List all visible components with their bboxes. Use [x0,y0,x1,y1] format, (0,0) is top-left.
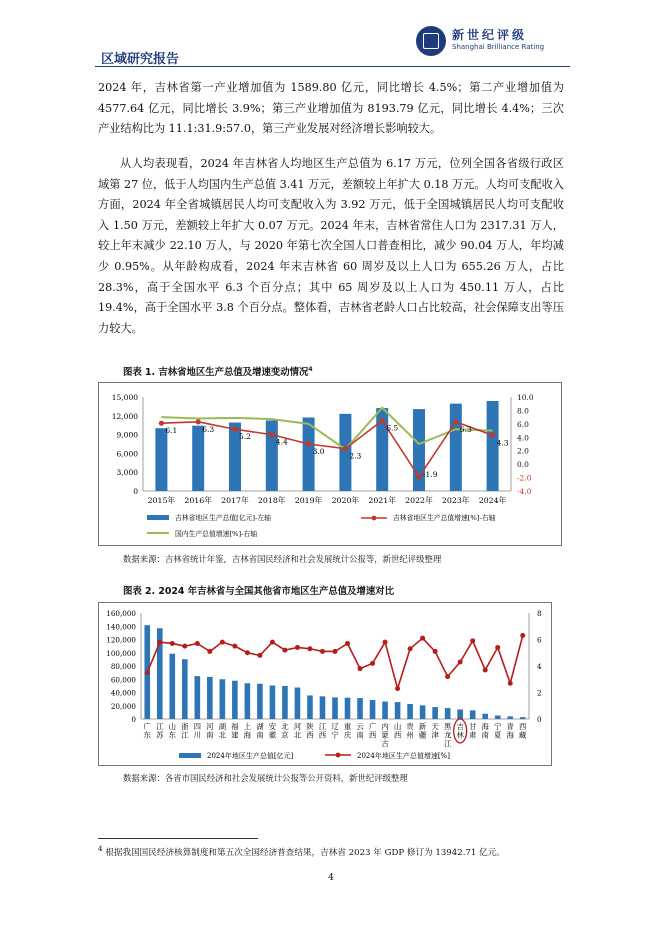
footnote [98,844,505,858]
chart1-title [123,364,313,378]
chart2-yleft-tick: 40,000 [110,688,136,698]
chart2-line-point [220,640,225,645]
chart1-bar [266,420,278,491]
chart1-bar [155,428,167,491]
chart2-x-tick-char: 辽 [331,722,339,731]
chart1-x-tick: 2018年 [257,496,286,505]
chart2-bar [345,698,351,719]
chart2-x-tick-char: 广 [143,722,151,731]
chart2-x-tick-char: 江 [443,739,452,749]
chart2-yright-tick: 8 [537,609,542,618]
chart2-bar [220,679,226,719]
chart1-line-point [196,419,201,424]
chart2-x-tick-char: 南 [256,730,264,740]
chart1-legend-swatch-bar [147,515,169,520]
chart1-yleft-tick: 15,000 [111,393,138,402]
chart2-line-point [320,649,325,654]
chart1-data-label: 6.3 [459,424,472,434]
chart2-bar [482,714,488,719]
chart2-line-point [470,638,475,643]
chart2-bar [257,684,263,719]
chart2-x-tick-char: 安 [268,722,277,731]
chart2-x-tick-char: 肃 [468,730,477,740]
chart2-x-tick-char: 福 [231,722,239,731]
chart2-bar [245,683,251,719]
chart2-yleft-tick: 80,000 [110,662,136,671]
chart2-yright-tick: 6 [537,635,542,645]
chart2-line-point [182,644,187,649]
section-title: 区域研究报告 [101,52,180,67]
paragraph-industry [98,78,564,140]
chart2-legend-bar: 2024年地区生产总值[亿元] [207,752,294,760]
chart2-bar [332,697,338,719]
chart2-box [98,602,552,766]
footnote-number: 4 [98,844,103,853]
chart2-bar [470,710,476,719]
chart1-x-tick: 2024年 [478,496,507,505]
chart2-line-point [170,641,175,646]
chart1-x-tick: 2021年 [368,496,397,505]
chart2-line-point [345,641,350,646]
chart2-legend-line: 2024年地区生产总值增速[%] [357,752,450,760]
chart2-line-point [420,636,425,641]
chart1-x-tick: 2020年 [331,496,360,505]
chart2-line-point [257,653,262,658]
chart1-data-label: 4.4 [275,437,288,447]
chart2-bar [370,700,376,719]
chart2-x-tick-char: 北 [293,730,302,740]
chart2-x-tick-char: 西 [393,730,402,740]
chart2-bar [520,717,526,719]
chart1-data-label: -1.9 [423,469,438,479]
chart2-line-point [383,640,388,645]
paragraph-text-1: 2024 年，吉林省第一产业增加值为 1589.80 亿元，同比增长 4.5%；第二产业增加值为 4577.64 亿元，同比增长 3.9%；第三产业增加值为 8193.79 亿元，同比增长 4.4%；三次产业结构比为 11.1:31.9:57.0，第三产业发展对经济增长影响较大。 [98,81,564,136]
chart2-line-point [245,650,250,655]
chart2-x-tick-char: 广 [368,722,377,731]
chart1-yright-tick: 8.0 [517,406,529,416]
chart2-line-point [145,670,150,675]
chart1-legend-marker-jilin [372,516,377,521]
paragraph-text-2: 从人均表现看，2024 年吉林省人均地区生产总值为 6.17 万元，位列全国各省级行政区域第 27 位，低于人均国内生产总值 3.41 万元，差额较上年扩大 0.18 万元。人均可支配收入方面，2024 年全省城镇居民人均可支配收入为 3.92 万元，低于全国城镇居民人均可支配收入 1.50 万元，差额较上年扩大 0.07 万元。2024 年末，吉林省常住人口为 2317.31 万人，较上年末减少 22.10 万人，与 2020 年第七次全国人口普查相比，减少 90.04 万人，年均减少 0.95%。从年龄构成看，2024 年末吉林省 60 周岁及以上人口为 655.26 万人，占比 28.3%，高于全国水平 6.3 个百分点；其中 65 周岁及以上人口为 450.11 万人，占比 19.4%，高于全国水平 3.8 个百分点。整体看，吉林省老龄人口占比较高，社会保障支出等压力较大。 [98,157,564,335]
chart2-x-tick-char: 新 [418,722,427,731]
chart2-yleft-tick: 100,000 [106,648,136,658]
chart1-yright-tick: 2.0 [517,446,529,456]
chart2-line-point [157,640,162,645]
chart2-bar [407,704,413,719]
chart2-bar [307,695,313,719]
chart1-x-tick: 2015年 [147,496,176,505]
chart2-line-point [307,646,312,651]
chart1-source: 数据来源：吉林省统计年鉴，吉林省国民经济和社会发展统计公报等，新世纪评级整理 [123,554,442,564]
chart2-bar [507,716,513,719]
chart1-data-label: 6.5 [386,423,399,433]
chart1-yleft-tick: 12,000 [111,411,138,421]
chart2-x-tick-char: 西 [368,730,377,740]
chart2-x-tick-char: 浙 [181,722,189,731]
chart2-yright-tick: 0 [537,715,542,724]
chart1-data-label: 6.3 [202,424,215,434]
chart2-x-tick-char: 西 [306,730,314,740]
chart2-bar [495,715,501,719]
chart2-x-tick-char: 海 [243,730,252,740]
chart2-x-tick-char: 青 [506,722,514,731]
chart1-footnote-ref: 4 [308,365,313,373]
chart2-bar [270,685,276,719]
chart1-x-tick: 2019年 [294,496,323,505]
chart2-line-point [508,681,513,686]
chart2-yright-tick: 4 [537,662,542,671]
chart2-title: 图表 2. 2024 年吉林省与全国其他省市地区生产总值及增速对比 [123,586,394,597]
chart2-x-tick-char: 南 [206,730,214,740]
chart2-bar [395,702,401,719]
chart2-bar [295,688,301,719]
chart1-data-label: 3.0 [312,447,325,456]
chart1-legend-national: 国内生产总值增速[%]-右轴 [175,530,258,538]
chart2-bar [320,696,326,719]
chart2-x-tick-char: 贵 [406,722,414,731]
chart2-bar [232,681,238,719]
chart1-data-label: 6.1 [165,426,178,436]
chart2-x-tick-char: 甘 [468,722,477,731]
chart2-x-tick-char: 上 [243,722,252,731]
chart1-line-point [306,441,311,446]
chart2-line-point [445,674,450,679]
chart2-line-point [370,661,375,666]
chart2-x-tick-char: 川 [193,730,202,740]
chart2-x-tick-char: 重 [343,722,352,731]
chart2-yright-tick: 2 [537,688,542,698]
chart2-x-tick-char: 东 [168,730,176,740]
chart1-box [98,382,562,546]
chart2-x-tick-char: 东 [143,730,151,740]
chart1-line-point [343,446,348,451]
chart2-x-tick-char: 苏 [156,730,164,740]
chart2-yleft-tick: 60,000 [110,675,136,685]
chart1-data-label: 5.2 [239,432,251,442]
chart1-line-point [453,419,458,424]
footnote-text: 根据我国国民经济核算制度和第五次全国经济普查结果，吉林省 2023 年 GDP 修订为 13942.71 亿元。 [105,847,505,858]
chart2-bar [420,705,426,719]
chart2-x-tick-char: 津 [431,730,439,740]
footnote-divider [98,838,258,839]
chart2-yleft-tick: 20,000 [110,701,136,711]
chart2-x-tick-char: 夏 [494,730,502,740]
chart2-line-point [282,648,287,653]
logo-emblem-icon [416,26,446,56]
chart2-x-tick-char: 陕 [306,722,314,731]
chart1-yright-tick: 10.0 [517,393,534,402]
chart2-bar [195,676,201,719]
chart1-line-point [416,474,421,479]
chart2-x-tick-char: 四 [193,722,202,731]
chart2-x-tick-char: 建 [231,730,239,740]
chart2-line-point [520,633,525,638]
chart2-x-tick-char: 庆 [343,730,352,740]
chart2-x-tick-char: 江 [181,730,189,740]
chart2-x-tick-char: 宁 [494,722,502,731]
chart2-line-point [458,660,463,665]
chart2-bar [357,698,363,719]
chart2-x-tick-char: 云 [356,722,364,731]
chart1-yleft-tick: 9,000 [116,430,138,440]
logo-en-text: Shanghai Brilliance Rating [452,43,545,51]
page-number: 4 [328,873,334,883]
chart2-svg [99,603,551,765]
chart2-line-point [495,645,500,650]
chart2-yleft-tick: 0 [131,715,136,724]
chart2-x-tick-char: 北 [281,722,289,731]
chart2-x-tick-char: 京 [281,730,289,740]
chart2-x-tick-char: 河 [293,722,302,731]
chart2-line-point [232,644,237,649]
chart2-x-tick-char: 江 [156,722,164,731]
chart2-yleft-tick: 120,000 [106,635,136,645]
chart2-x-tick-char: 海 [506,730,514,740]
chart1-x-tick: 2022年 [405,496,433,505]
chart1-yright-tick: 4.0 [517,433,529,443]
chart2-x-tick-char: 藏 [519,730,527,740]
chart2-x-tick-char: 蒙 [381,730,389,740]
chart1-title-text: 图表 1. 吉林省地区生产总值及增速变动情况 [123,367,309,378]
chart2-x-tick-char: 徽 [268,730,277,740]
chart2-x-tick-char: 宁 [331,730,339,740]
chart1-yright-tick: -4.0 [517,487,532,496]
chart2-line-point [433,649,438,654]
chart2-source: 数据来源：各省市国民经济和社会发展统计公报等公开资料，新世纪评级整理 [123,773,408,783]
chart2-legend-marker-line [336,753,341,758]
chart1-yright-tick: -2.0 [517,473,532,483]
chart2-x-tick-char: 江 [318,722,327,731]
chart2-bar [169,654,175,719]
chart1-yleft-tick: 0 [133,487,138,496]
paragraph-per-capita [98,154,564,339]
chart2-x-tick-char: 湖 [256,722,264,731]
chart1-yright-tick: 6.0 [517,419,529,429]
chart1-legend-bar: 吉林省地区生产总值[亿元]-左轴 [175,514,271,522]
chart1-bar [192,426,204,491]
chart2-x-tick-char: 疆 [418,730,427,740]
chart2-growth-line [147,636,522,689]
chart2-yleft-tick: 160,000 [106,609,136,618]
chart2-x-tick-char: 吉 [456,722,464,731]
chart1-x-tick: 2023年 [441,496,470,505]
chart2-bar [282,686,288,719]
chart2-line-point [333,649,338,654]
chart2-x-tick-char: 林 [456,730,464,740]
chart1-line-point [269,432,274,437]
chart2-line-point [408,646,413,651]
chart2-x-tick-char: 黑 [443,722,452,731]
chart1-line-point [380,418,385,423]
chart2-line-point [395,686,400,691]
chart2-bar [432,707,438,719]
chart2-legend-swatch-bar [179,753,201,758]
chart2-x-tick-char: 西 [519,722,527,731]
chart2-x-tick-char: 湖 [218,722,227,731]
chart2-x-tick-char: 西 [318,730,327,740]
chart1-yleft-tick: 6,000 [116,449,138,459]
chart2-x-tick-char: 龙 [443,730,452,740]
chart2-x-tick-char: 州 [406,730,414,740]
chart1-yright-tick: 0.0 [517,460,529,470]
chart1-data-label: 2.3 [349,451,362,461]
chart2-x-tick-char: 山 [393,722,402,731]
chart2-line-point [195,641,200,646]
chart1-yleft-tick: 3,000 [116,468,138,478]
chart2-line-point [483,667,488,672]
chart2-x-tick-char: 天 [431,722,439,731]
chart2-x-tick-char: 海 [481,722,489,731]
page-header [95,22,570,67]
chart2-x-tick-char: 内 [381,722,389,731]
chart2-x-tick-char: 南 [356,730,364,740]
chart2-bar [207,677,213,719]
chart2-line-point [295,645,300,650]
chart2-line-point [207,649,212,654]
chart1-line-point [232,427,237,432]
logo-cn-text: 新世纪评级 [452,28,528,42]
chart1-legend-jilin: 吉林省地区生产总值增速[%]-右轴 [393,514,496,522]
chart1-x-tick: 2016年 [184,496,213,505]
chart1-data-label: 4.3 [496,438,509,448]
chart2-x-tick-char: 山 [168,722,176,731]
chart1-bar [450,404,462,491]
chart1-line-point [159,421,164,426]
chart2-line-point [358,666,363,671]
chart2-x-tick-char: 北 [218,730,227,740]
chart2-bar [457,709,463,719]
chart2-bar [182,659,188,719]
chart2-x-tick-char: 古 [381,739,389,749]
chart1-line-point [490,433,495,438]
chart2-bar [382,702,388,719]
chart2-x-tick-char: 河 [206,722,214,731]
chart1-svg [99,383,561,545]
chart2-line-point [270,640,275,645]
chart2-bar [445,708,451,719]
chart2-x-tick-char: 南 [481,730,489,740]
chart1-x-tick: 2017年 [221,496,249,505]
chart2-yleft-tick: 140,000 [106,622,136,632]
brand-logo [416,26,566,58]
